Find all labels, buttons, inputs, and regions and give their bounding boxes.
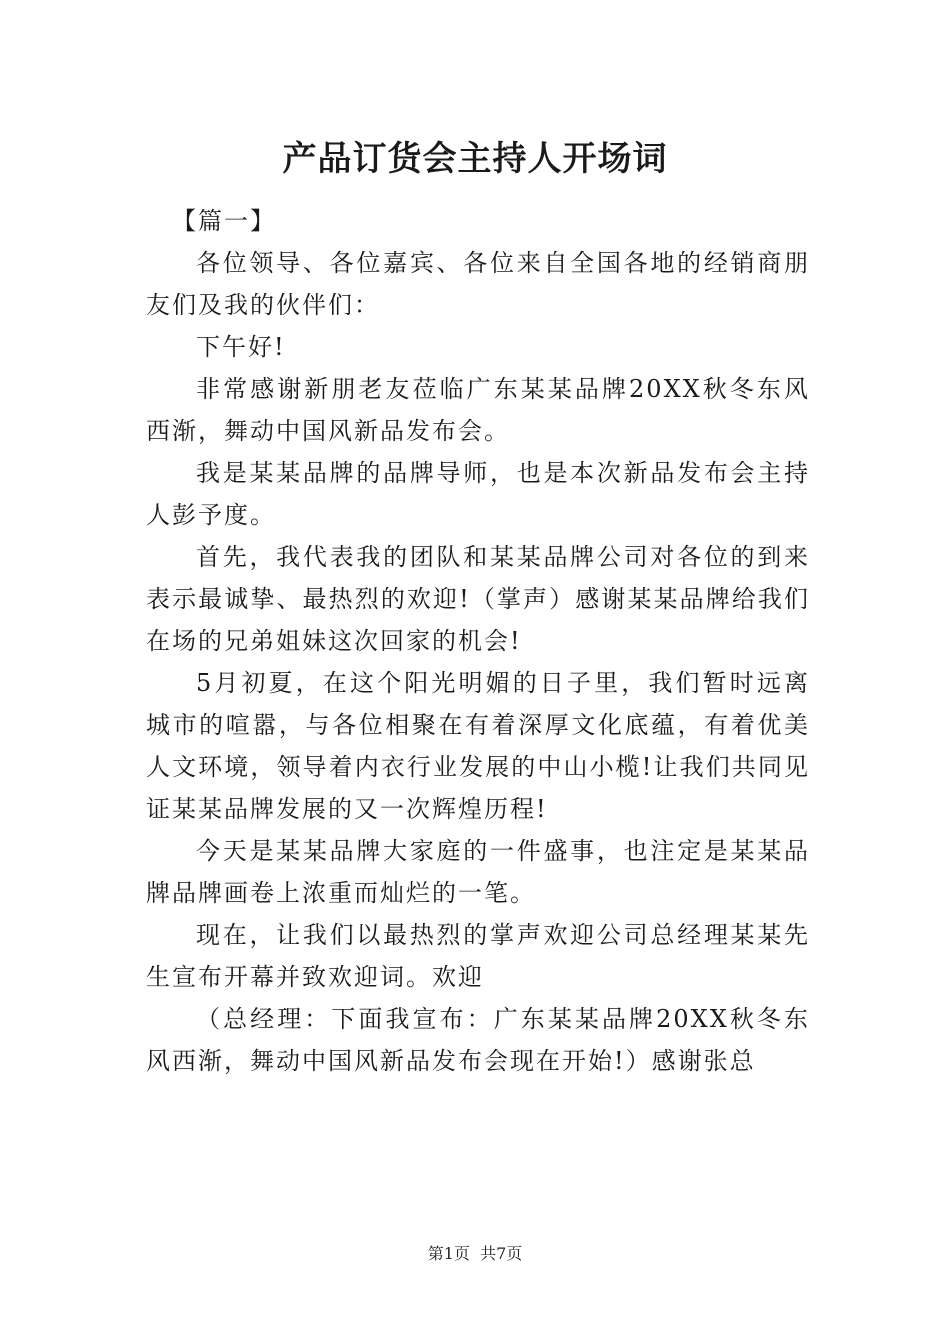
paragraph-thanks: 非常感谢新朋老友莅临广东某某品牌20XX秋冬东风西渐，舞动中国风新品发布会。	[146, 375, 810, 445]
paragraph-manager-announcement: （总经理：下面我宣布：广东某某品牌20XX秋冬东风西渐，舞动中国风新品发布会现在开始!）感谢张总	[146, 1005, 810, 1075]
paragraph-greeting-audience: 各位领导、各位嘉宾、各位来自全国各地的经销商朋友们及我的伙伴们：	[146, 249, 810, 319]
paragraph-early-summer: 5月初夏，在这个阳光明媚的日子里，我们暂时远离城市的喧嚣，与各位相聚在有着深厚文化底蕴，有着优美人文环境，领导着内衣行业发展的中山小榄!让我们共同见证某某品牌发展的又一次辉煌历程!	[146, 669, 810, 823]
section-heading: 【篇一】	[172, 207, 276, 235]
page-total: 共7页	[480, 1244, 523, 1263]
page-footer	[0, 1242, 950, 1266]
document-body	[146, 200, 810, 1082]
paragraph-good-afternoon: 下午好!	[196, 333, 286, 361]
paragraph-host-intro: 我是某某品牌的品牌导师，也是本次新品发布会主持人彭予度。	[146, 459, 810, 529]
paragraph-welcome: 首先，我代表我的团队和某某品牌公司对各位的到来表示最诚挚、最热烈的欢迎!（掌声）感谢某某品牌给我们在场的兄弟姐妹这次回家的机会!	[146, 543, 810, 655]
paragraph-grand-event: 今天是某某品牌大家庭的一件盛事，也注定是某某品牌品牌画卷上浓重而灿烂的一笔。	[146, 837, 810, 907]
page-number: 第1页	[427, 1244, 470, 1263]
paragraph-invite-manager: 现在，让我们以最热烈的掌声欢迎公司总经理某某先生宣布开幕并致欢迎词。欢迎	[146, 921, 810, 991]
document-title: 产品订货会主持人开场词	[282, 139, 668, 179]
